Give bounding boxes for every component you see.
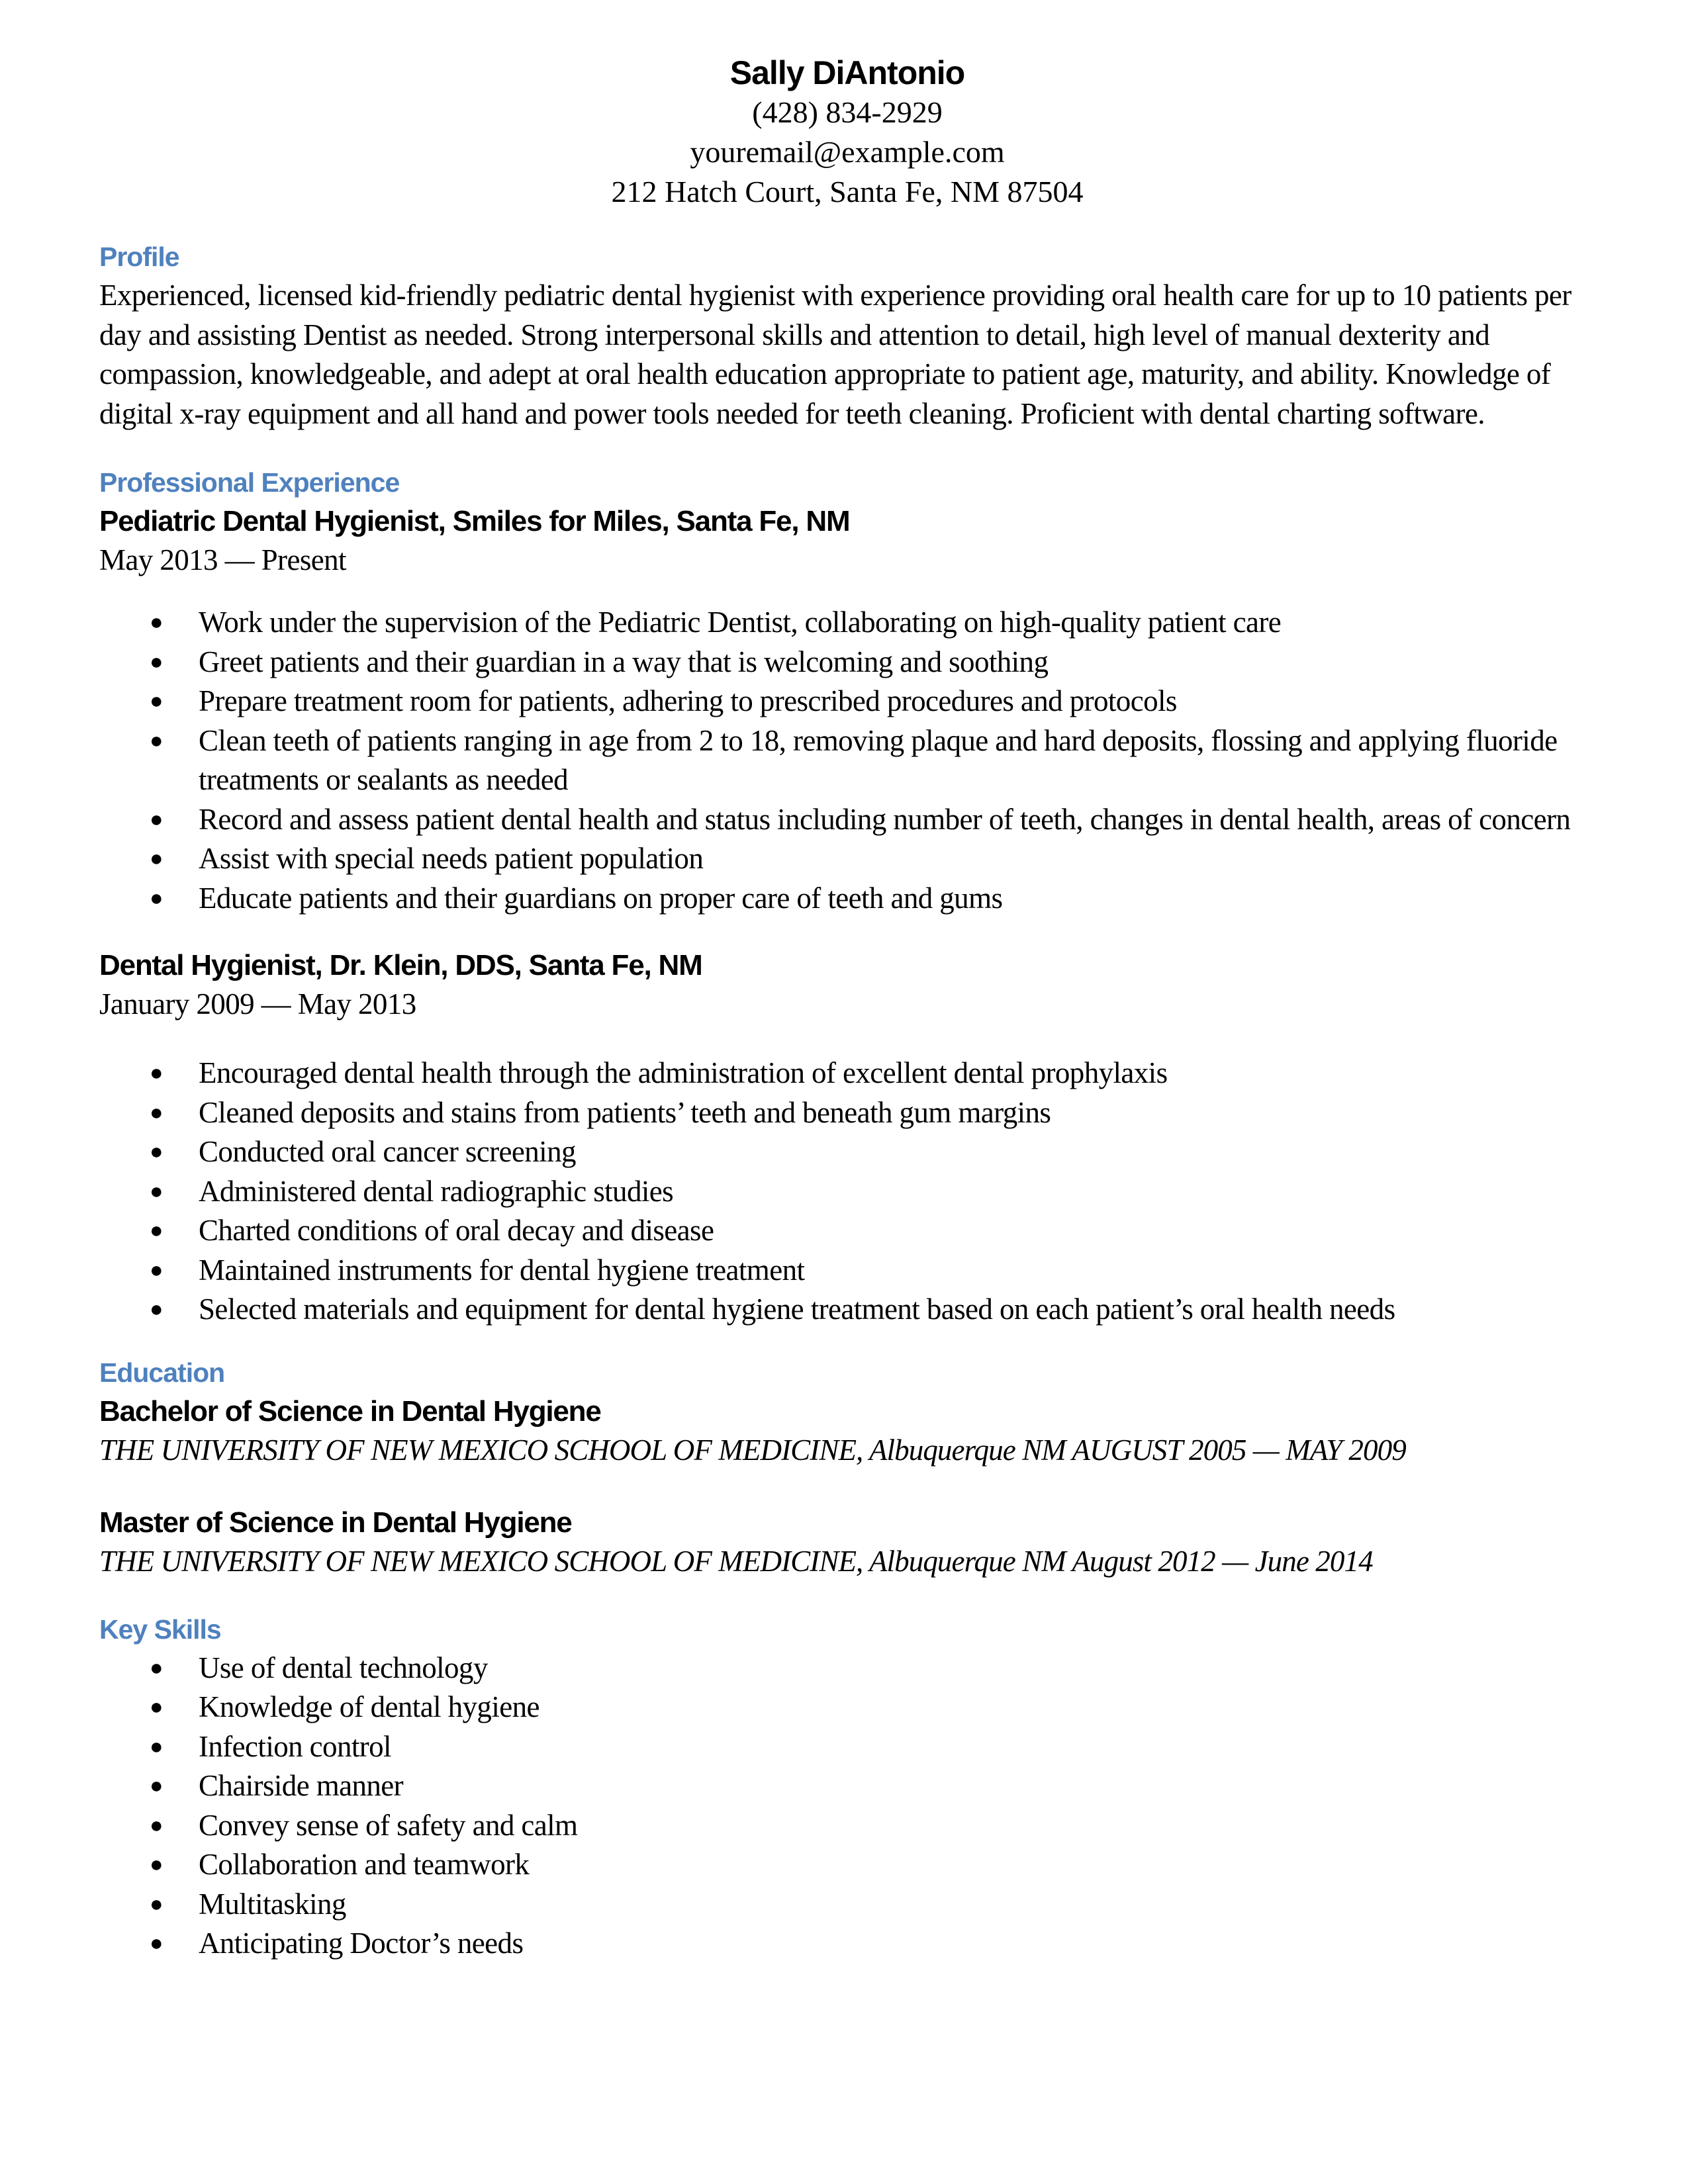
- list-item: ● Greet patients and their guardian in a way that is welcoming and soothing: [99, 643, 1595, 682]
- job-title: Pediatric Dental Hygienist, Smiles for Miles, Santa Fe, NM: [99, 505, 850, 537]
- list-item: ● Encouraged dental health through the administration of excellent dental prophylaxis: [99, 1054, 1595, 1093]
- job-entry: [99, 502, 1595, 918]
- resume-page: [99, 0, 1595, 1964]
- experience-heading: Professional Experience: [99, 467, 400, 498]
- list-item: ● Multitasking: [99, 1885, 1595, 1925]
- list-item: ● Administered dental radiographic studies: [99, 1172, 1595, 1212]
- job-responsibilities: [99, 1054, 1595, 1330]
- list-item: ● Cleaned deposits and stains from patients’ teeth and beneath gum margins: [99, 1093, 1595, 1133]
- job-dates: May 2013 — Present: [99, 543, 346, 576]
- list-item: ● Prepare treatment room for patients, adhering to prescribed procedures and protocols: [99, 682, 1595, 721]
- job-title: Dental Hygienist, Dr. Klein, DDS, Santa Fe, NM: [99, 949, 702, 981]
- phone-number: (428) 834-2929: [752, 95, 943, 129]
- list-item: ● Educate patients and their guardians on proper care of teeth and gums: [99, 879, 1595, 919]
- job-responsibilities: [99, 603, 1595, 918]
- list-item: ● Chairside manner: [99, 1766, 1595, 1806]
- profile-summary: Experienced, licensed kid-friendly pediatric dental hygienist with experience providing oral health care for up to 10 patients per day and assisting Dentist as needed. Strong interpersonal skills and attention to detail, high level of manual dexterity and compassion, knowledgeable, and adept at oral health education appropriate to patient age, maturity, and ability. Knowledge of digital x-ray equipment and all hand and power tools needed for teeth cleaning. Proficient with dental charting software.: [99, 279, 1571, 430]
- list-item: ● Convey sense of safety and calm: [99, 1806, 1595, 1846]
- skills-list: [99, 1649, 1595, 1964]
- resume-header: [99, 53, 1595, 212]
- education-entry: [99, 1392, 1595, 1470]
- list-item: ● Use of dental technology: [99, 1649, 1595, 1688]
- education-entry: [99, 1503, 1595, 1581]
- list-item: ● Clean teeth of patients ranging in age from 2 to 18, removing plaque and hard deposits, flossing and applying fluoride treatments or sealants as needed: [99, 721, 1595, 800]
- skills-section: [99, 1610, 1595, 1964]
- candidate-name: Sally DiAntonio: [729, 54, 965, 91]
- list-item: ● Conducted oral cancer screening: [99, 1132, 1595, 1172]
- list-item: ● Record and assess patient dental health and status including number of teeth, changes in dental health, areas of concern: [99, 800, 1595, 840]
- list-item: ● Assist with special needs patient population: [99, 839, 1595, 879]
- profile-section: [99, 238, 1595, 433]
- list-item: ● Charted conditions of oral decay and disease: [99, 1211, 1595, 1251]
- education-section: [99, 1353, 1595, 1581]
- job-entry: [99, 946, 1595, 1330]
- school-details: THE UNIVERSITY OF NEW MEXICO SCHOOL OF MEDICINE, Albuquerque NM August 2012 — June 2014: [99, 1544, 1373, 1578]
- list-item: ● Maintained instruments for dental hygiene treatment: [99, 1251, 1595, 1291]
- list-item: ● Anticipating Doctor’s needs: [99, 1924, 1595, 1964]
- list-item: ● Knowledge of dental hygiene: [99, 1688, 1595, 1727]
- school-details: THE UNIVERSITY OF NEW MEXICO SCHOOL OF MEDICINE, Albuquerque NM AUGUST 2005 — MAY 2009: [99, 1433, 1406, 1467]
- list-item: ● Collaboration and teamwork: [99, 1845, 1595, 1885]
- degree-title: Bachelor of Science in Dental Hygiene: [99, 1394, 601, 1428]
- street-address: 212 Hatch Court, Santa Fe, NM 87504: [611, 175, 1084, 208]
- list-item: ● Work under the supervision of the Pediatric Dentist, collaborating on high-quality patient care: [99, 603, 1595, 643]
- education-heading: Education: [99, 1357, 225, 1388]
- profile-heading: Profile: [99, 242, 179, 272]
- degree-title: Master of Science in Dental Hygiene: [99, 1506, 572, 1539]
- job-dates: January 2009 — May 2013: [99, 987, 416, 1021]
- list-item: ● Selected materials and equipment for dental hygiene treatment based on each patient’s oral health needs: [99, 1290, 1595, 1330]
- email-address: youremail@example.com: [690, 135, 1005, 169]
- skills-heading: Key Skills: [99, 1614, 221, 1645]
- list-item: ● Infection control: [99, 1727, 1595, 1767]
- experience-section: [99, 463, 1595, 1330]
